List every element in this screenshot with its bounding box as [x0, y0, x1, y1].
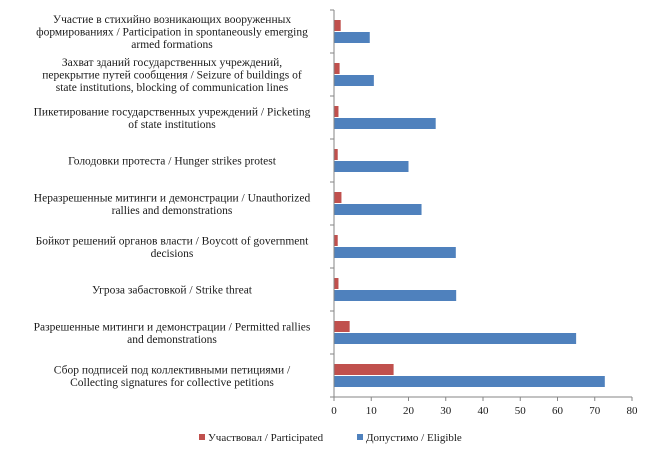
category-label-2: Захват зданий государственных учреждений, перекрытие путей сообщения / Seizure of buildings of state institutions, blocking of communication lines: [42, 57, 302, 94]
bar-eligible-9: [334, 376, 605, 387]
bar-eligible-4: [334, 161, 409, 172]
legend: [199, 432, 462, 444]
bar-participated-3: [334, 106, 338, 117]
x-tick-label-10: 10: [365, 405, 377, 417]
bar-participated-5: [334, 192, 341, 203]
bar-participated-9: [334, 364, 394, 375]
category-labels: [34, 14, 311, 389]
x-tick-label-50: 50: [514, 405, 526, 417]
legend-label-eligible: Допустимо / Eligible: [366, 432, 462, 444]
x-tick-label-80: 80: [626, 405, 638, 417]
category-label-8: Разрешенные митинги и демонстрации / Permitted rallies and demonstrations: [33, 321, 311, 346]
category-label-1: Участие в стихийно возникающих вооруженных формированиях / Participation in spontaneously emerging armed formations: [36, 14, 308, 51]
bar-eligible-5: [334, 204, 422, 215]
category-label-7: Угроза забастовкой / Strike threat: [91, 284, 253, 297]
bar-eligible-2: [334, 75, 374, 86]
bar-eligible-7: [334, 290, 456, 301]
bars: [334, 20, 605, 387]
bar-eligible-8: [334, 333, 576, 344]
legend-swatch-eligible: [357, 434, 363, 440]
bar-eligible-3: [334, 118, 436, 129]
category-label-9: Сбор подписей под коллективными петициями / Collecting signatures for collective petitions: [53, 364, 291, 389]
x-tick-label-60: 60: [552, 405, 563, 417]
bar-eligible-6: [334, 247, 456, 258]
x-tick-label-20: 20: [403, 405, 414, 417]
bar-participated-6: [334, 235, 338, 246]
category-label-6: Бойкот решений органов власти / Boycott of government decisions: [35, 235, 309, 260]
bar-participated-7: [334, 278, 338, 289]
bar-eligible-1: [334, 32, 370, 43]
category-label-4: Голодовки протеста / Hunger strikes protest: [68, 155, 276, 168]
bar-participated-2: [334, 63, 340, 74]
bar-participated-8: [334, 321, 350, 332]
bar-participated-4: [334, 149, 338, 160]
legend-label-participated: Участвовал / Participated: [208, 432, 324, 444]
category-label-5: Неразрешенные митинги и демонстрации / Unauthorized rallies and demonstrations: [33, 192, 311, 217]
category-label-3: Пикетирование государственных учреждений / Picketing of state institutions: [33, 106, 311, 131]
x-tick-label-40: 40: [477, 405, 489, 417]
x-tick-label-0: 0: [331, 405, 337, 417]
bar-participated-1: [334, 20, 341, 31]
legend-swatch-participated: [199, 434, 205, 440]
x-tick-label-30: 30: [440, 405, 452, 417]
x-tick-label-70: 70: [589, 405, 601, 417]
